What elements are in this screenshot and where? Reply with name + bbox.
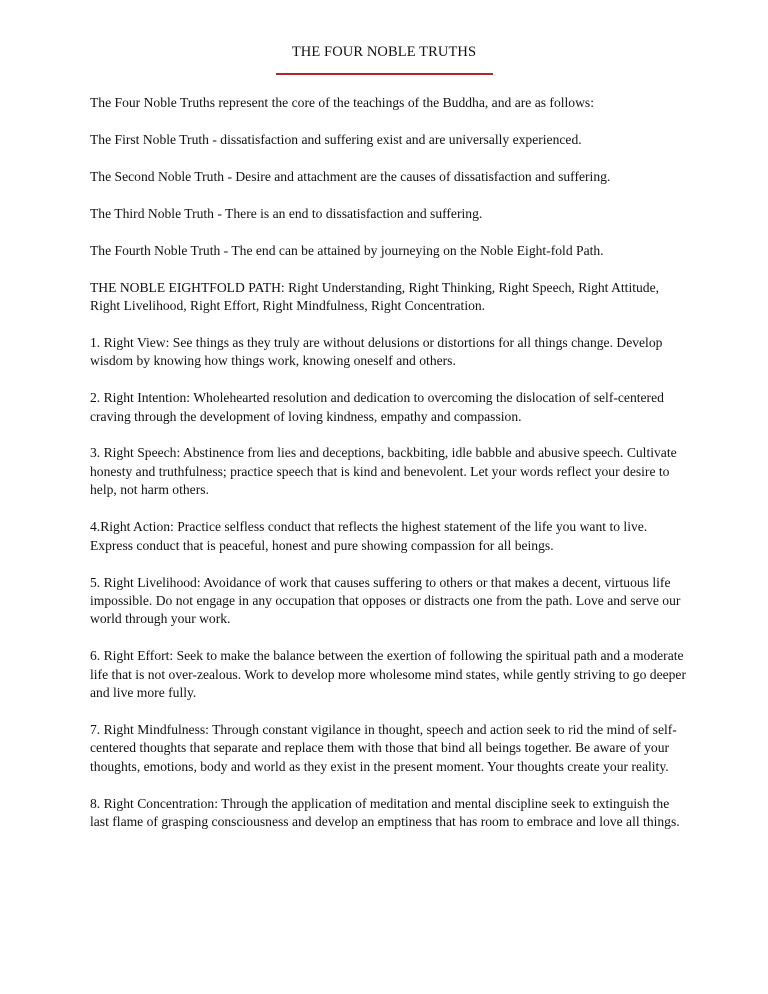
first-noble-truth-paragraph: The First Noble Truth - dissatisfaction and suffering exist and are universally experienced.	[90, 131, 582, 147]
right-livelihood-paragraph: 5. Right Livelihood: Avoidance of work that causes suffering to others or that makes a decent, virtuous life impossible. Do not engage in any occupation that opposes or distracts one from the path. Love and serve our world through your work.	[90, 574, 681, 627]
fourth-noble-truth-paragraph: The Fourth Noble Truth - The end can be attained by journeying on the Noble Eight-fold Path.	[90, 242, 604, 258]
intro-paragraph: The Four Noble Truths represent the core of the teachings of the Buddha, and are as follows:	[90, 95, 594, 110]
right-speech-paragraph: 3. Right Speech: Abstinence from lies and deceptions, backbiting, idle babble and abusive speech. Cultivate honesty and truthfulness; practice speech that is kind and benevolent. Let your words reflect your desire to help, not harm others.	[90, 445, 677, 498]
right-view-paragraph: 1. Right View: See things as they truly are without delusions or distortions for all things change. Develop wisdom by knowing how things work, knowing oneself and others.	[90, 334, 663, 369]
eightfold-path-summary-paragraph: THE NOBLE EIGHTFOLD PATH: Right Understanding, Right Thinking, Right Speech, Right Attitude, Right Livelihood, Right Effort, Right Mindfulness, Right Concentration.	[90, 279, 660, 313]
right-intention-paragraph: 2. Right Intention: Wholehearted resolution and dedication to overcoming the dislocation of self-centered craving through the development of loving kindness, empathy and compassion.	[90, 390, 664, 424]
document-title: THE FOUR NOBLE TRUTHS	[291, 44, 477, 60]
right-effort-paragraph: 6. Right Effort: Seek to make the balance between the exertion of following the spiritual path and a moderate life that is not over-zealous. Work to develop more wholesome mind states, while gently striving to go deeper and live more fully.	[90, 648, 686, 701]
right-concentration-paragraph: 8. Right Concentration: Through the application of meditation and mental discipline seek to extinguish the last flame of grasping consciousness and develop an emptiness that has room to embrace and love all things.	[90, 795, 680, 830]
right-mindfulness-paragraph: 7. Right Mindfulness: Through constant vigilance in thought, speech and action seek to rid the mind of self-centered thoughts that separate and replace them with those that bind all beings together. Be aware of your thoughts, emotions, body and world as they exist in the present moment. Your thoughts create your reality.	[90, 721, 677, 774]
right-action-paragraph: 4.Right Action: Practice selfless conduct that reflects the highest statement of the life you want to live. Express conduct that is peaceful, honest and pure showing compassion for all beings.	[90, 519, 648, 553]
second-noble-truth-paragraph: The Second Noble Truth - Desire and attachment are the causes of dissatisfaction and suffering.	[90, 168, 611, 184]
third-noble-truth-paragraph: The Third Noble Truth - There is an end to dissatisfaction and suffering.	[90, 205, 483, 221]
document-body	[90, 94, 690, 850]
title-underline-rule	[276, 73, 493, 75]
